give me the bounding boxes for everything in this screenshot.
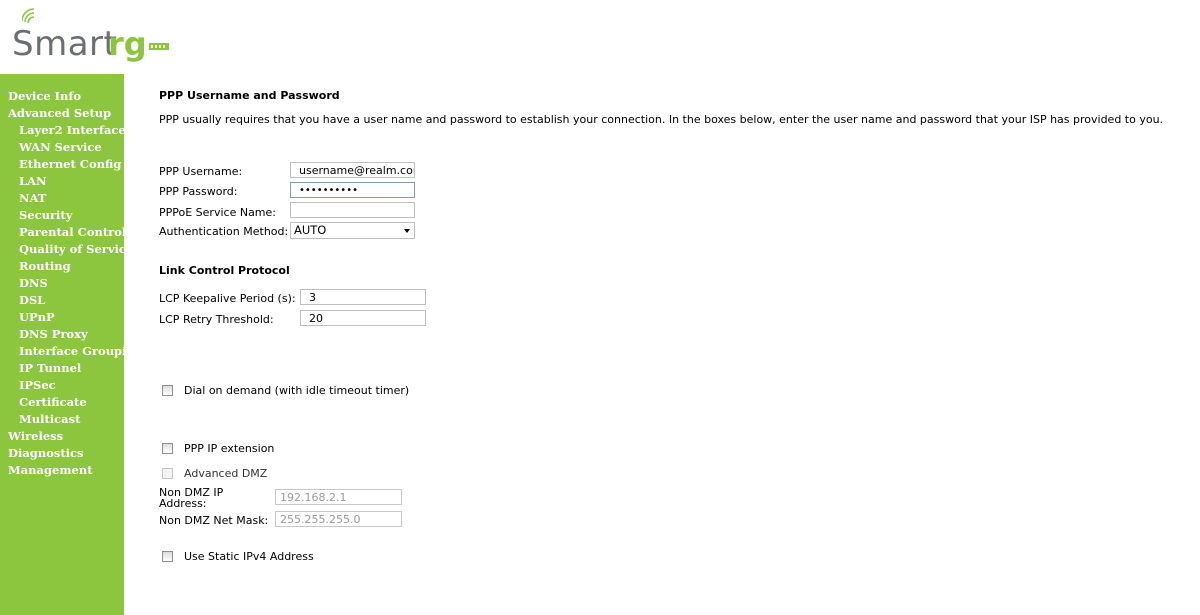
sidebar-item-ip-tunnel[interactable]: IP Tunnel: [19, 361, 82, 375]
authentication-method-label: Authentication Method:: [159, 225, 289, 238]
non-dmz-ip-label-line2: Address:: [159, 497, 207, 510]
lcp-retry-label: LCP Retry Threshold:: [159, 313, 274, 326]
sidebar-item-interface-grouping[interactable]: Interface Grouping: [19, 344, 143, 358]
lcp-heading: Link Control Protocol: [159, 264, 290, 277]
page-title: PPP Username and Password: [159, 89, 340, 102]
logo-text-smart: Smart: [12, 24, 118, 64]
sidebar-item-wan-service[interactable]: WAN Service: [19, 140, 102, 154]
use-static-ipv4-checkbox[interactable]: [162, 551, 173, 562]
sidebar-item-dns[interactable]: DNS: [19, 276, 48, 290]
sidebar-menu: [0, 88, 143, 479]
sidebar-item-dsl[interactable]: DSL: [19, 293, 46, 307]
ppp-password-label: PPP Password:: [159, 185, 238, 198]
non-dmz-net-mask-label: Non DMZ Net Mask:: [159, 514, 269, 527]
sidebar-item-advanced-setup[interactable]: Advanced Setup: [8, 106, 112, 120]
sidebar-item-certificate[interactable]: Certificate: [19, 395, 87, 409]
sidebar-item-device-info[interactable]: Device Info: [8, 89, 82, 103]
authentication-method-select[interactable]: [290, 222, 415, 239]
advanced-dmz-label: Advanced DMZ: [184, 467, 268, 480]
authentication-method-value: AUTO: [294, 223, 327, 237]
dial-on-demand-checkbox[interactable]: [162, 385, 173, 396]
lcp-keepalive-label: LCP Keepalive Period (s):: [159, 292, 296, 305]
sidebar-item-wireless[interactable]: Wireless: [8, 429, 64, 443]
main-content: [159, 0, 1189, 615]
pppoe-service-name-label: PPPoE Service Name:: [159, 206, 276, 219]
non-dmz-ip-input[interactable]: [275, 489, 402, 505]
advanced-dmz-checkbox[interactable]: [162, 468, 173, 479]
sidebar-item-management[interactable]: Management: [8, 463, 93, 477]
sidebar-item-quality-of-service[interactable]: Quality of Service: [19, 242, 134, 256]
ppp-username-label: PPP Username:: [159, 165, 243, 178]
sidebar-item-security[interactable]: Security: [19, 208, 73, 222]
dial-on-demand-label: Dial on demand (with idle timeout timer): [184, 384, 410, 397]
ppp-ip-extension-checkbox[interactable]: [162, 443, 173, 454]
sidebar-item-routing[interactable]: Routing: [19, 259, 71, 273]
non-dmz-net-mask-input[interactable]: [275, 511, 402, 527]
ppp-ip-extension-label: PPP IP extension: [184, 442, 275, 455]
logo-text-rg: rg: [108, 25, 147, 63]
sidebar: [0, 74, 143, 615]
intro-text: PPP usually requires that you have a user name and password to establish your connection. In the boxes below, enter the user name and password that your ISP has provided to you.: [159, 113, 1164, 126]
chevron-down-icon: [404, 229, 410, 233]
sidebar-item-upnp[interactable]: UPnP: [19, 310, 55, 324]
non-dmz-ip-label: [159, 487, 223, 509]
sidebar-item-parental-control[interactable]: Parental Control: [19, 225, 127, 239]
sidebar-item-diagnostics[interactable]: Diagnostics: [8, 446, 84, 460]
use-static-ipv4-label: Use Static IPv4 Address: [184, 550, 314, 563]
sidebar-item-ethernet-config[interactable]: Ethernet Config: [19, 157, 122, 171]
lcp-keepalive-input[interactable]: [300, 289, 426, 305]
sidebar-item-layer2-interface[interactable]: Layer2 Interface: [19, 123, 126, 137]
sidebar-item-nat[interactable]: NAT: [19, 191, 47, 205]
ppp-password-input[interactable]: [290, 182, 415, 198]
ppp-username-input[interactable]: [290, 162, 415, 178]
non-dmz-ip-label-line1: Non DMZ IP: [159, 486, 224, 499]
sidebar-item-ipsec[interactable]: IPSec: [19, 378, 56, 392]
pppoe-service-name-input[interactable]: [290, 202, 415, 218]
smartrg-logo: [8, 8, 178, 68]
lcp-retry-input[interactable]: [300, 310, 426, 326]
sidebar-item-lan[interactable]: LAN: [19, 174, 47, 188]
sidebar-item-dns-proxy[interactable]: DNS Proxy: [19, 327, 88, 341]
sidebar-item-multicast[interactable]: Multicast: [19, 412, 81, 426]
